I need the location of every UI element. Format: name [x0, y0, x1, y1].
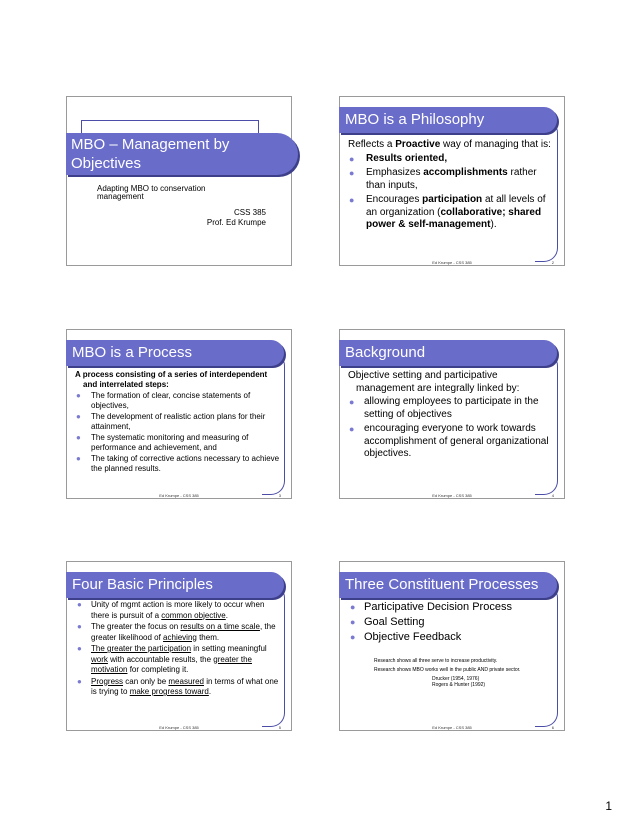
slide-title-heading: Background — [339, 340, 557, 366]
slide-title-heading: Three Constituent Processes — [339, 572, 557, 598]
note-text: Research shows all three serve to increase productivity. — [374, 658, 498, 664]
slide-body — [77, 600, 279, 699]
bullet-icon: ● — [350, 617, 356, 627]
research-notes — [374, 658, 554, 688]
bullet-icon: ● — [350, 632, 356, 642]
bullet-icon: ● — [349, 397, 355, 407]
slide-process: MBO is a Process A process consisting of a series of interdependent and interrelated steps: ● The formation of clear, concise statements of objectives, ● The development of realistic action plans for their attainment, ● The systematic monitoring and measuring of performance and achievement, and ● The taking of corrective actions necessary to achieve the planned results. Ed Krumpe - CSS 385 3 — [66, 329, 292, 499]
list-item: ● The systematic monitoring and measuring of performance and achievement, and — [76, 433, 249, 452]
list-item: ● Encourages participation at all levels of an organization (collaborative; shared power & self-management). — [349, 194, 546, 230]
bullet-icon: ● — [77, 600, 82, 609]
bullet-icon: ● — [76, 433, 81, 442]
bullet-icon: ● — [76, 412, 81, 421]
list-item: ● The formation of clear, concise statements of objectives, — [76, 391, 251, 410]
slide-title-heading: MBO is a Philosophy — [339, 107, 557, 133]
slide-body — [75, 370, 281, 475]
bullet-icon: ● — [349, 153, 355, 164]
bullet-icon: ● — [77, 644, 82, 653]
list-item: ● Unity of mgmt action is more likely to occur when there is pursuit of a common objective. — [77, 600, 265, 620]
slide-title-heading: MBO is a Process — [66, 340, 284, 366]
slide-body — [350, 600, 550, 645]
list-item: ● Participative Decision Process — [350, 601, 512, 613]
slide-body — [348, 139, 552, 234]
list-item: ● Progress can only be measured in terms of what one is trying to make progress toward. — [77, 676, 279, 696]
bullet-icon: ● — [77, 676, 82, 686]
page-number: 1 — [605, 799, 612, 813]
bullet-icon: ● — [349, 195, 355, 205]
bullet-icon: ● — [76, 454, 81, 463]
slide-principles: Four Basic Principles ● Unity of mgmt action is more likely to occur when there is pursuit of a common objective. ● The greater the focus on results on a time scale, the greater likelihood of achieving them. ● The greater the participation in setting meaningful work with accountable results, the greater the motivation for completing it. ● Progress can only be measured in terms of what one is trying to make progress toward. Ed Krumpe - CSS 385 5 — [66, 561, 292, 731]
list-item: ● Emphasizes accomplishments rather than inputs, — [349, 167, 537, 191]
bullet-icon: ● — [349, 424, 355, 434]
lead-text: Reflects a Proactive way of managing that is: — [348, 139, 551, 150]
list-item: ● The greater the participation in setting meaningful work with accountable results, the greater the motivation for completing it. — [77, 644, 267, 674]
list-item: ● The taking of corrective actions necessary to achieve the planned results. — [76, 454, 280, 473]
slide-title-heading: Four Basic Principles — [66, 572, 284, 598]
slide-body — [348, 370, 552, 463]
list-item: ● Results oriented, — [349, 152, 448, 164]
lead-text: A process consisting of a series of interdependent and interrelated steps: — [75, 370, 268, 389]
bullet-icon: ● — [76, 391, 81, 400]
citation: Rogers & Hunter (1992) — [432, 682, 486, 688]
slide-title — [66, 96, 292, 266]
slide-background: Background Objective setting and participative management are integrally linked by: ● allowing employees to participate in the setting of objectives ● encouraging everyone to work towards accomplishment of general organizational objectives. Ed Krumpe - CSS 385 4 — [339, 329, 565, 499]
bullet-icon: ● — [349, 168, 355, 178]
author-name: Prof. Ed Krumpe — [206, 218, 266, 227]
list-item: ● allowing employees to participate in the setting of objectives — [349, 396, 539, 420]
list-item: ● The development of realistic action plans for their attainment, — [76, 412, 266, 431]
slide-subtitle: Adapting MBO to conservation management — [97, 184, 206, 201]
list-item: ● Objective Feedback — [350, 631, 462, 643]
slide-title-heading: MBO – Management by Objectives — [66, 133, 298, 175]
note-text: Research shows MBO works well in the public AND private sector. — [374, 667, 521, 673]
citation: Drucker (1954, 1976) — [432, 676, 480, 682]
lead-text: Objective setting and participative management are integrally linked by: — [348, 370, 520, 394]
list-item: ● encouraging everyone to work towards accomplishment of general organizational objectives. — [349, 423, 549, 459]
slide-processes: Three Constituent Processes ● Participative Decision Process ● Goal Setting ● Objective Feedback Research shows all three serve to increase productivity. Research shows MBO works well in the public AND private sector. Drucker (1954, 1976) Rogers & Hunter (1992) Ed Krumpe - CSS 385 6 — [339, 561, 565, 731]
list-item: ● The greater the focus on results on a time scale, the greater likelihood of achieving them. — [77, 622, 276, 642]
course-code: CSS 385 — [233, 208, 266, 217]
slide-philosophy: MBO is a Philosophy Reflects a Proactive way of managing that is: ● Results oriented, ● Emphasizes accomplishments rather than inputs, ● Encourages participation at all levels of an organization (collaborative; shared power & self-management). Ed Krumpe - CSS 385 2 — [339, 96, 565, 266]
list-item: ● Goal Setting — [350, 616, 425, 628]
bullet-icon: ● — [77, 622, 82, 631]
bullet-icon: ● — [350, 602, 356, 612]
